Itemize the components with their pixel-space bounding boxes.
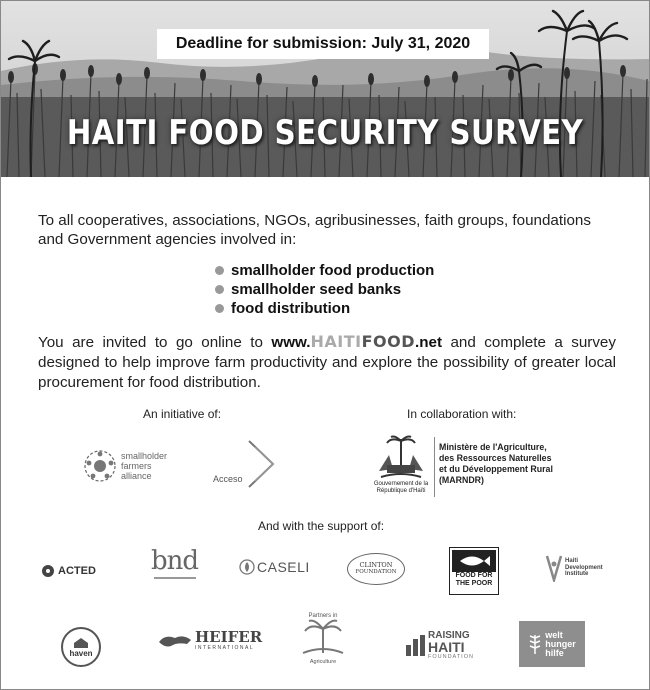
intro-paragraph: To all cooperatives, associations, NGOs, agribusinesses, faith groups, foundations and Government agencies involved in: xyxy=(38,212,591,248)
coat-of-arms-icon xyxy=(373,435,429,481)
bullet-icon xyxy=(215,266,224,275)
haiti-government-seal: Gouvernement de la République d'Haïti xyxy=(369,435,433,494)
raising-haiti-bars-icon xyxy=(405,635,425,657)
heifer-cow-icon xyxy=(157,632,193,650)
welthungerhilfe-logo: welt hunger hilfe xyxy=(519,621,585,667)
acceso-logo: Acceso xyxy=(213,439,279,489)
clinton-foundation-logo: CLINTON FOUNDATION xyxy=(347,553,405,585)
bullet-icon xyxy=(215,285,224,294)
list-item: food distribution xyxy=(215,299,434,318)
fish-icon xyxy=(452,550,496,572)
bnd-logo: bnd xyxy=(151,547,198,579)
palm-tree-icon xyxy=(299,619,347,659)
haven-logo: haven xyxy=(61,627,101,667)
list-item: smallholder food production xyxy=(215,261,434,280)
deadline-box: Deadline for submission: July 31, 2020 xyxy=(157,29,489,59)
involvement-list xyxy=(215,261,434,318)
house-icon xyxy=(73,637,89,649)
invite-prefix: You are invited to go online to xyxy=(38,334,263,351)
support-label: And with the support of: xyxy=(258,519,385,533)
haiti-development-institute-logo: Haiti Development Institute xyxy=(545,554,603,582)
url-brand: HAITIFOOD xyxy=(310,332,416,351)
sfa-emblem-icon xyxy=(83,449,117,483)
bullet-icon xyxy=(215,304,224,313)
smallholder-farmers-alliance-logo: smallholder farmers alliance xyxy=(83,449,167,483)
collaboration-label: In collaboration with: xyxy=(407,407,517,421)
caseli-leaf-icon xyxy=(239,559,255,575)
ministry-name: Ministère de l'Agriculture, des Ressources Naturelles et du Développement Rural (MARNDR) xyxy=(439,442,553,485)
page-title: HAITI FOOD SECURITY SURVEY xyxy=(66,113,584,153)
caseli-logo: CASELI xyxy=(239,559,310,575)
acceso-chevron-icon xyxy=(245,439,279,489)
survey-link[interactable]: www.HAITIFOOD.net xyxy=(271,332,443,351)
divider xyxy=(434,437,435,497)
acted-logo: ACTED xyxy=(41,559,96,583)
initiative-label: An initiative of: xyxy=(143,407,222,421)
invite-suffix: and complete a survey designed to help improve farm productivity and explore the possibility of greater local procurement for food distribution. xyxy=(38,334,616,391)
raising-haiti-foundation-logo: RAISING HAITI FOUNDATION xyxy=(405,631,474,661)
hero-banner xyxy=(1,1,649,177)
list-item: smallholder seed banks xyxy=(215,280,434,299)
food-for-the-poor-logo: FOOD FOR THE POOR xyxy=(449,547,499,595)
invite-paragraph xyxy=(38,332,616,393)
hdi-v-icon xyxy=(545,554,563,582)
heifer-international-logo: HEIFER INTERNATIONAL xyxy=(157,630,262,651)
wheat-icon xyxy=(528,633,542,655)
partners-in-agriculture-logo: Partners in Agriculture xyxy=(299,613,347,665)
acted-globe-icon xyxy=(41,564,55,578)
